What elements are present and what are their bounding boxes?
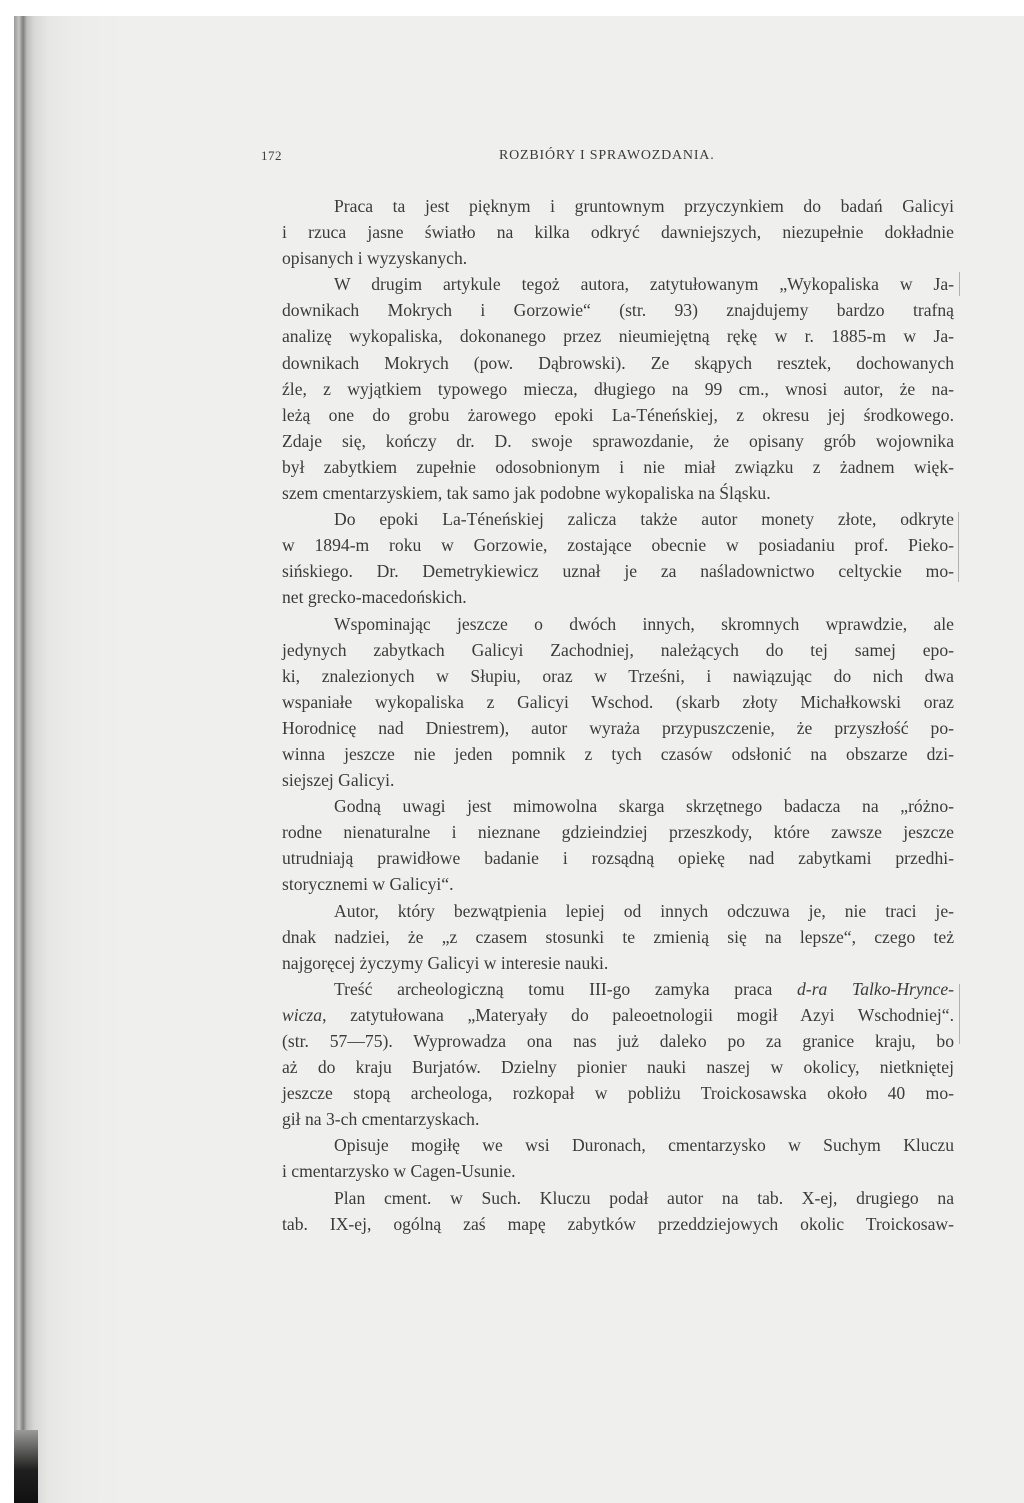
text-line: net grecko-macedońskich.: [282, 587, 467, 608]
text-line: Praca ta jest pięknym i gruntownym przyczynkiem do badań Galicyi: [334, 196, 954, 216]
text-line: siejszej Galicyi.: [282, 770, 395, 791]
text-line: winna jeszcze nie jeden pomnik z tych czasów odsłonić na obszarze dzi-: [282, 743, 954, 764]
running-title: ROZBIÓRY I SPRAWOZDANIA.: [499, 148, 715, 163]
text-line: i cmentarzysko w Cagen-Usunie.: [282, 1161, 516, 1182]
text-line: downikach Mokrych i Gorzowie“ (str. 93) znajdujemy bardzo trafną: [282, 300, 954, 321]
text-line: gił na 3-ch cmentarzyskach.: [282, 1109, 480, 1130]
text-line: w 1894-m roku w Gorzowie, zostające obecnie w posiadaniu prof. Pieko-: [282, 535, 954, 556]
text-line: [282, 976, 954, 1002]
text-line: jeszcze stopą archeologa, rozkopał w pobliżu Troickosawska około 40 mo-: [282, 1083, 954, 1104]
text-line: Autor, który bezwątpienia lepiej od innych odczuwa je, nie traci je-: [334, 900, 954, 921]
text-line: wspaniałe wykopaliska z Galicyi Wschod. (skarb złoty Michałkowski oraz: [282, 691, 954, 712]
author-name-italic: d-ra Talko-Hrynce-: [797, 978, 954, 999]
text-line: Opisuje mogiłę we wsi Duronach, cmentarzysko w Suchym Kluczu: [334, 1135, 954, 1156]
text-line: Do epoki La-Téneńskiej zalicza także autor monety złote, odkryte: [334, 509, 954, 530]
page-gutter-shadow: [14, 16, 124, 1503]
text-line: [282, 1002, 954, 1028]
text-run: , zatytułowana „Materyały do paleoetnologii mogił Azyi Wschodniej“.: [322, 1004, 954, 1025]
text-line: Horodnicę nad Dniestrem), autor wyraża przypuszczenie, że przyszłość po-: [282, 717, 954, 738]
text-line: aż do kraju Burjatów. Dzielny pionier nauki naszej w okolicy, nietkniętej: [282, 1057, 954, 1078]
text-line: był zabytkiem zupełnie odosobnionym i nie miał związku z żadnem więk-: [282, 456, 954, 477]
text-line: Plan cment. w Such. Kluczu podał autor na tab. X-ej, drugiego na: [334, 1187, 954, 1208]
text-run: Treść archeologiczną tomu III-go zamyka praca: [334, 978, 798, 999]
text-line: ki, znalezionych w Słupiu, oraz w Trześni, i nawiązując do nich dwa: [282, 665, 954, 686]
author-name-italic: wicza: [282, 1004, 323, 1025]
text-line: i rzuca jasne światło na kilka odkryć dawniejszych, niezupełnie dokładnie: [282, 222, 954, 243]
running-header: [261, 148, 961, 172]
margin-mark: [958, 512, 959, 582]
text-line: downikach Mokrych (pow. Dąbrowski). Ze skąpych resztek, dochowanych: [282, 352, 954, 373]
text-line: Wspominając jeszcze o dwóch innych, skromnych wprawdzie, ale: [334, 613, 954, 634]
text-line: Zdaje się, kończy dr. D. swoje sprawozdanie, że opisany grób wojownika: [282, 430, 954, 451]
text-line: sińskiego. Dr. Demetrykiewicz uznał je za naśladownictwo celtyckie mo-: [282, 561, 954, 582]
margin-mark: [959, 984, 960, 1044]
book-spine-edge: [14, 1430, 38, 1503]
text-line: (str. 57—75). Wyprowadza ona nas już daleko po za granice kraju, bo: [282, 1031, 954, 1051]
body-text: [282, 193, 954, 1237]
text-line: W drugim artykule tegoż autora, zatytułowanym „Wykopaliska w Ja-: [334, 274, 954, 295]
margin-mark: [959, 272, 960, 296]
text-line: Godną uwagi jest mimowolna skarga skrzętnego badacza na „różno-: [334, 796, 954, 817]
text-line: rodne nienaturalne i nieznane gdzieindziej przeszkody, które zawsze jeszcze: [282, 822, 954, 843]
text-line: szem cmentarzyskiem, tak samo jak podobne wykopaliska na Śląsku.: [282, 483, 771, 504]
text-line: analizę wykopaliska, dokonanego przez nieumiejętną rękę w r. 1885-m w Ja-: [282, 326, 954, 347]
text-line: opisanych i wyzyskanych.: [282, 248, 468, 269]
text-line: najgoręcej życzymy Galicyi w interesie nauki.: [282, 952, 609, 973]
text-line: tab. IX-ej, ogólną zaś mapę zabytków przeddziejowych okolic Troickosaw-: [282, 1213, 954, 1234]
text-line: utrudniają prawidłowe badanie i rozsądną opiekę nad zabytkami przedhi-: [282, 848, 954, 869]
text-line: jedynych zabytkach Galicyi Zachodniej, należących do tej samej epo-: [282, 639, 954, 660]
page-number: 172: [261, 148, 282, 163]
text-line: leżą one do grobu żarowego epoki La-Téneńskiej, z okresu jej środkowego.: [282, 404, 954, 425]
text-line: źle, z wyjątkiem typowego miecza, długiego na 99 cm., wnosi autor, że na-: [282, 378, 954, 399]
text-line: storycznemi w Galicyi“.: [282, 874, 454, 895]
text-line: dnak nadziei, że „z czasem stosunki te zmienią się na lepsze“, czego też: [282, 926, 954, 947]
